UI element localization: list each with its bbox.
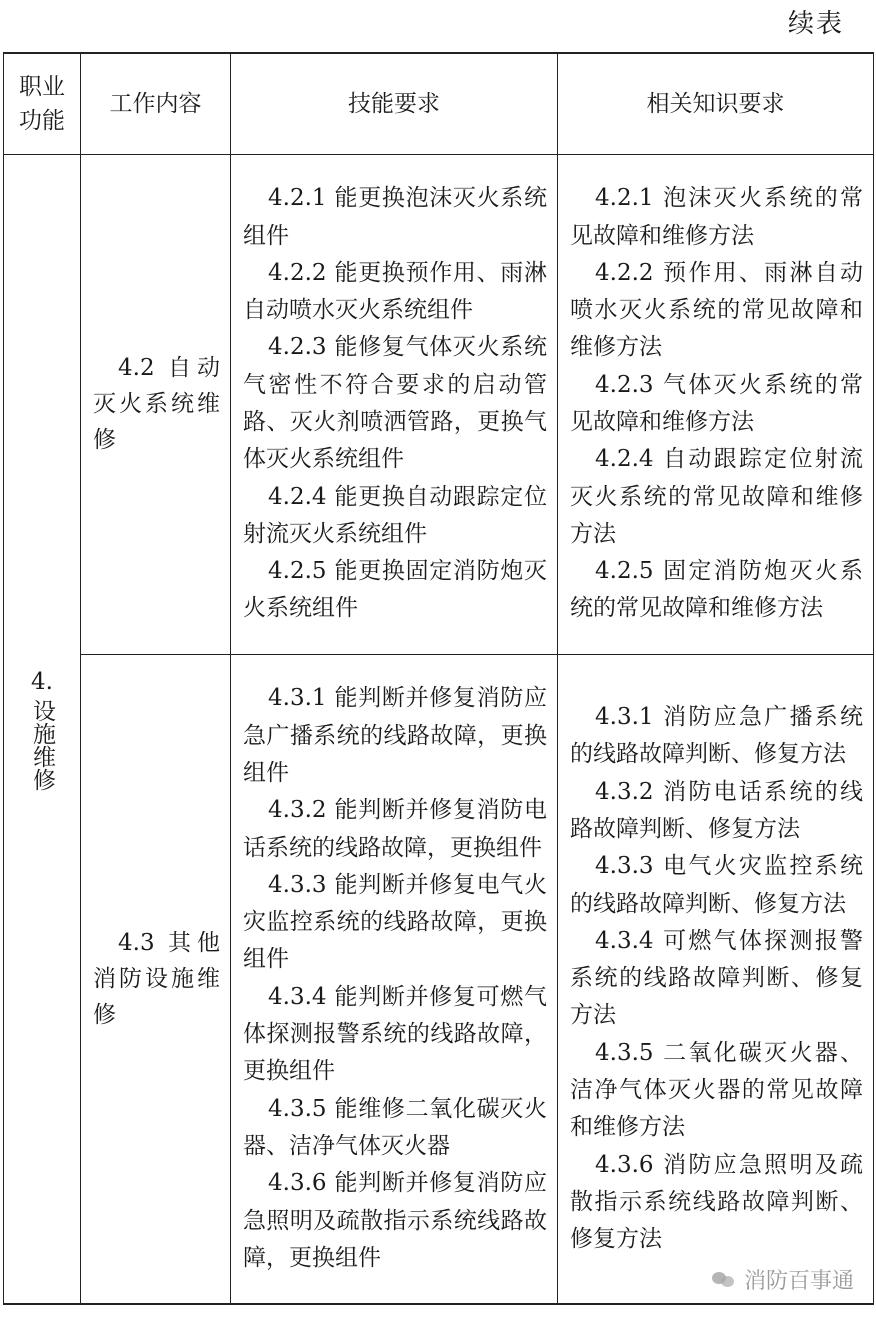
function-cell — [4, 154, 81, 1304]
skill-item: 4.3.5 能维修二氧化碳灭火器、洁净气体灭火器 — [243, 1095, 547, 1159]
skills-cell — [231, 654, 558, 1304]
function-number: 4. — [31, 668, 53, 695]
watermark — [712, 1264, 854, 1295]
work-content-text: 4.3 其他消防设施维修 — [93, 929, 220, 1028]
knowledge-item: 4.2.1 泡沫灭火系统的常见故障和维修方法 — [570, 185, 863, 249]
table-header-row — [4, 53, 874, 154]
skill-item: 4.2.4 能更换自动跟踪定位射流灭火系统组件 — [243, 483, 547, 547]
skill-item: 4.3.1 能判断并修复消防应急广播系统的线路故障，更换组件 — [243, 685, 547, 786]
knowledge-item: 4.2.2 预作用、雨淋自动喷水灭火系统的常见故障和维修方法 — [570, 259, 863, 361]
skill-item: 4.2.3 能修复气体灭火系统气密性不符合要求的启动管路、灭火剂喷洒管路，更换气体灭火系统组件 — [243, 334, 547, 473]
work-content-text: 4.2 自动灭火系统维修 — [93, 355, 220, 453]
watermark-text: 消防百事通 — [743, 1268, 854, 1293]
knowledge-item: 4.2.4 自动跟踪定位射流灭火系统的常见故障和维修方法 — [570, 446, 863, 547]
knowledge-cell — [558, 654, 874, 1304]
skill-item: 4.3.2 能判断并修复消防电话系统的线路故障，更换组件 — [243, 797, 547, 861]
knowledge-item: 4.3.4 可燃气体探测报警系统的线路故障判断、修复方法 — [570, 927, 863, 1029]
knowledge-item: 4.3.1 消防应急广播系统的线路故障判断、修复方法 — [570, 704, 863, 768]
knowledge-item: 4.2.3 气体灭火系统的常见故障和维修方法 — [570, 371, 863, 435]
header-knowledge-requirements: 相关知识要求 — [558, 53, 874, 154]
skill-item: 4.2.2 能更换预作用、雨淋自动喷水灭火系统组件 — [243, 259, 547, 324]
knowledge-item: 4.3.6 消防应急照明及疏散指示系统线路故障判断、修复方法 — [570, 1151, 863, 1253]
header-skill-requirements: 技能要求 — [231, 53, 558, 154]
function-name: 设施维修 — [29, 698, 55, 791]
knowledge-item: 4.2.5 固定消防炮灭火系统的常见故障和维修方法 — [570, 558, 863, 622]
work-content-cell — [81, 654, 231, 1304]
knowledge-item: 4.3.3 电气火灾监控系统的线路故障判断、修复方法 — [570, 853, 863, 917]
knowledge-cell — [558, 154, 874, 654]
knowledge-item: 4.3.2 消防电话系统的线路故障判断、修复方法 — [570, 778, 863, 842]
wechat-icon — [712, 1270, 736, 1290]
skill-item: 4.3.6 能判断并修复消防应急照明及疏散指示系统线路故障，更换组件 — [243, 1170, 547, 1271]
continued-label: 续表 — [787, 9, 844, 39]
skill-item: 4.3.3 能判断并修复电气火灾监控系统的线路故障，更换组件 — [243, 871, 547, 973]
skill-item: 4.3.4 能判断并修复可燃气体探测报警系统的线路故障，更换组件 — [243, 983, 547, 1085]
table-row — [4, 654, 874, 1304]
skill-item: 4.2.1 能更换泡沫灭火系统组件 — [243, 185, 547, 249]
skills-cell — [231, 154, 558, 654]
skills-table — [3, 52, 874, 1305]
work-content-cell — [81, 154, 231, 654]
table-row — [4, 154, 874, 654]
skill-item: 4.2.5 能更换固定消防炮灭火系统组件 — [243, 558, 547, 622]
header-work-content: 工作内容 — [81, 53, 231, 154]
knowledge-item: 4.3.5 二氧化碳灭火器、洁净气体灭火器的常见故障和维修方法 — [570, 1039, 863, 1141]
header-function: 职业功能 — [4, 53, 81, 154]
